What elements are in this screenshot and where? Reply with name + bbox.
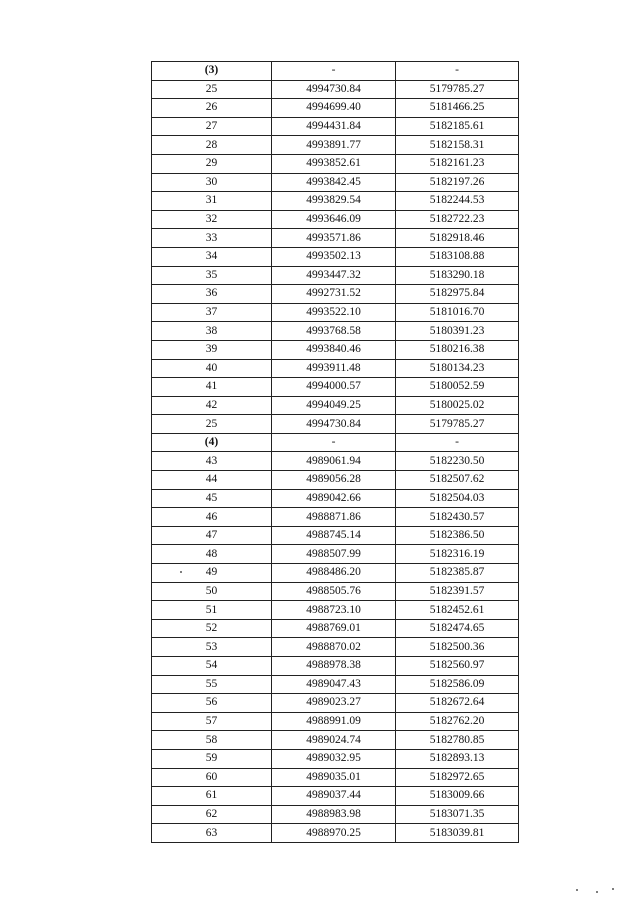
y-coordinate-cell: 5182430.57 [396,508,519,527]
x-coordinate-cell: 4994000.57 [272,378,396,397]
y-coordinate-cell: 5180052.59 [396,378,519,397]
point-number-cell: 60 [152,768,272,787]
point-number-cell: 25 [152,415,272,434]
point-number-cell: 47 [152,526,272,545]
x-coordinate-cell: 4989023.27 [272,694,396,713]
y-coordinate-cell: 5183290.18 [396,266,519,285]
point-number-cell: 39 [152,340,272,359]
x-coordinate-cell: 4989061.94 [272,452,396,471]
x-coordinate-cell: 4989024.74 [272,731,396,750]
x-coordinate-cell: 4994431.84 [272,117,396,136]
point-number-cell: 28 [152,136,272,155]
y-coordinate-cell: 5182672.64 [396,694,519,713]
table-row [152,247,519,266]
x-coordinate-cell: 4993911.48 [272,359,396,378]
table-row [152,768,519,787]
x-coordinate-cell: 4993842.45 [272,173,396,192]
point-number-cell: 40 [152,359,272,378]
point-number-cell: 38 [152,322,272,341]
point-number-cell: 50 [152,582,272,601]
table-row [152,80,519,99]
point-number-cell: 27 [152,117,272,136]
y-coordinate-cell: 5182244.53 [396,192,519,211]
point-number-cell: 49 [152,564,272,583]
x-coordinate-cell: 4993502.13 [272,247,396,266]
table-row [152,266,519,285]
y-coordinate-cell: 5182975.84 [396,285,519,304]
point-number-cell: 29 [152,154,272,173]
x-coordinate-cell: 4988870.02 [272,638,396,657]
table-row [152,824,519,843]
y-coordinate-cell: 5180216.38 [396,340,519,359]
y-coordinate-cell: 5182197.26 [396,173,519,192]
table-row [152,638,519,657]
y-coordinate-cell: 5179785.27 [396,80,519,99]
x-coordinate-cell: 4988723.10 [272,601,396,620]
x-coordinate-cell: 4993840.46 [272,340,396,359]
point-number-cell: 63 [152,824,272,843]
x-coordinate-cell: 4988983.98 [272,805,396,824]
point-number-cell: 32 [152,210,272,229]
point-number-cell: 48 [152,545,272,564]
point-number-cell: 37 [152,303,272,322]
table-row [152,619,519,638]
table-row [152,471,519,490]
table-row [152,489,519,508]
y-coordinate-cell: 5182893.13 [396,749,519,768]
point-number-cell: 44 [152,471,272,490]
point-number-cell: 31 [152,192,272,211]
y-coordinate-cell: 5182504.03 [396,489,519,508]
y-coordinate-cell: 5182474.65 [396,619,519,638]
y-coordinate-cell: 5182972.65 [396,768,519,787]
x-coordinate-cell: 4988978.38 [272,657,396,676]
point-number-cell: 46 [152,508,272,527]
table-row [152,136,519,155]
table-row [152,526,519,545]
table-row [152,303,519,322]
x-coordinate-cell: 4992731.52 [272,285,396,304]
x-coordinate-cell: 4989032.95 [272,749,396,768]
y-coordinate-cell: 5182386.50 [396,526,519,545]
table-row [152,564,519,583]
point-number-cell: 57 [152,712,272,731]
coordinates-table-body [152,62,519,843]
y-coordinate-cell: 5182385.87 [396,564,519,583]
table-row [152,601,519,620]
point-number-cell: (3) [152,62,272,81]
table-row [152,210,519,229]
x-coordinate-cell: 4989047.43 [272,675,396,694]
table-row [152,787,519,806]
point-number-cell: 59 [152,749,272,768]
point-number-cell: 52 [152,619,272,638]
table-row [152,675,519,694]
x-coordinate-cell: 4993571.86 [272,229,396,248]
group-header-row [152,62,519,81]
point-number-cell: 62 [152,805,272,824]
y-coordinate-cell: - [396,62,519,81]
point-number-cell: 41 [152,378,272,397]
table-row [152,154,519,173]
x-coordinate-cell: - [272,433,396,452]
table-row [152,694,519,713]
x-coordinate-cell: 4988970.25 [272,824,396,843]
table-row [152,415,519,434]
table-row [152,359,519,378]
x-coordinate-cell: 4989042.66 [272,489,396,508]
point-number-cell: (4) [152,433,272,452]
x-coordinate-cell: 4989056.28 [272,471,396,490]
table-row [152,99,519,118]
y-coordinate-cell: 5182391.57 [396,582,519,601]
x-coordinate-cell: 4993447.32 [272,266,396,285]
table-row [152,285,519,304]
x-coordinate-cell: 4993852.61 [272,154,396,173]
table-row [152,173,519,192]
point-number-cell: 42 [152,396,272,415]
point-number-cell: 56 [152,694,272,713]
scan-speck [576,889,578,891]
table-row [152,805,519,824]
scan-speck [596,891,598,893]
point-number-cell: 25 [152,80,272,99]
scan-speck [180,571,182,573]
y-coordinate-cell: 5182560.97 [396,657,519,676]
y-coordinate-cell: 5180025.02 [396,396,519,415]
y-coordinate-cell: 5182918.46 [396,229,519,248]
table-row [152,508,519,527]
table-row [152,340,519,359]
point-number-cell: 33 [152,229,272,248]
coordinates-table [151,61,519,843]
y-coordinate-cell: 5183039.81 [396,824,519,843]
x-coordinate-cell: 4988991.09 [272,712,396,731]
x-coordinate-cell: - [272,62,396,81]
x-coordinate-cell: 4994699.40 [272,99,396,118]
x-coordinate-cell: 4993522.10 [272,303,396,322]
table-row [152,378,519,397]
x-coordinate-cell: 4988871.86 [272,508,396,527]
point-number-cell: 54 [152,657,272,676]
y-coordinate-cell: 5182316.19 [396,545,519,564]
table-row [152,117,519,136]
y-coordinate-cell: 5182158.31 [396,136,519,155]
x-coordinate-cell: 4993829.54 [272,192,396,211]
y-coordinate-cell: 5183071.35 [396,805,519,824]
point-number-cell: 55 [152,675,272,694]
table-row [152,452,519,471]
x-coordinate-cell: 4993768.58 [272,322,396,341]
point-number-cell: 34 [152,247,272,266]
point-number-cell: 30 [152,173,272,192]
y-coordinate-cell: - [396,433,519,452]
point-number-cell: 35 [152,266,272,285]
x-coordinate-cell: 4988745.14 [272,526,396,545]
y-coordinate-cell: 5180134.23 [396,359,519,378]
y-coordinate-cell: 5181016.70 [396,303,519,322]
table-row [152,582,519,601]
table-row [152,229,519,248]
y-coordinate-cell: 5182780.85 [396,731,519,750]
point-number-cell: 58 [152,731,272,750]
table-row [152,192,519,211]
x-coordinate-cell: 4994730.84 [272,80,396,99]
table-row [152,657,519,676]
y-coordinate-cell: 5182161.23 [396,154,519,173]
table-row [152,545,519,564]
y-coordinate-cell: 5182230.50 [396,452,519,471]
x-coordinate-cell: 4989035.01 [272,768,396,787]
table-row [152,749,519,768]
x-coordinate-cell: 4988486.20 [272,564,396,583]
x-coordinate-cell: 4989037.44 [272,787,396,806]
point-number-cell: 61 [152,787,272,806]
y-coordinate-cell: 5182185.61 [396,117,519,136]
x-coordinate-cell: 4994730.84 [272,415,396,434]
x-coordinate-cell: 4993646.09 [272,210,396,229]
table-row [152,322,519,341]
point-number-cell: 26 [152,99,272,118]
scan-speck [612,888,614,890]
point-number-cell: 43 [152,452,272,471]
y-coordinate-cell: 5181466.25 [396,99,519,118]
point-number-cell: 45 [152,489,272,508]
y-coordinate-cell: 5183009.66 [396,787,519,806]
y-coordinate-cell: 5180391.23 [396,322,519,341]
point-number-cell: 36 [152,285,272,304]
y-coordinate-cell: 5182507.62 [396,471,519,490]
x-coordinate-cell: 4993891.77 [272,136,396,155]
point-number-cell: 51 [152,601,272,620]
y-coordinate-cell: 5183108.88 [396,247,519,266]
y-coordinate-cell: 5179785.27 [396,415,519,434]
x-coordinate-cell: 4988507.99 [272,545,396,564]
table-row [152,396,519,415]
y-coordinate-cell: 5182500.36 [396,638,519,657]
x-coordinate-cell: 4988505.76 [272,582,396,601]
y-coordinate-cell: 5182722.23 [396,210,519,229]
table-row [152,731,519,750]
y-coordinate-cell: 5182586.09 [396,675,519,694]
x-coordinate-cell: 4994049.25 [272,396,396,415]
group-header-row [152,433,519,452]
y-coordinate-cell: 5182452.61 [396,601,519,620]
table-row [152,712,519,731]
y-coordinate-cell: 5182762.20 [396,712,519,731]
point-number-cell: 53 [152,638,272,657]
x-coordinate-cell: 4988769.01 [272,619,396,638]
